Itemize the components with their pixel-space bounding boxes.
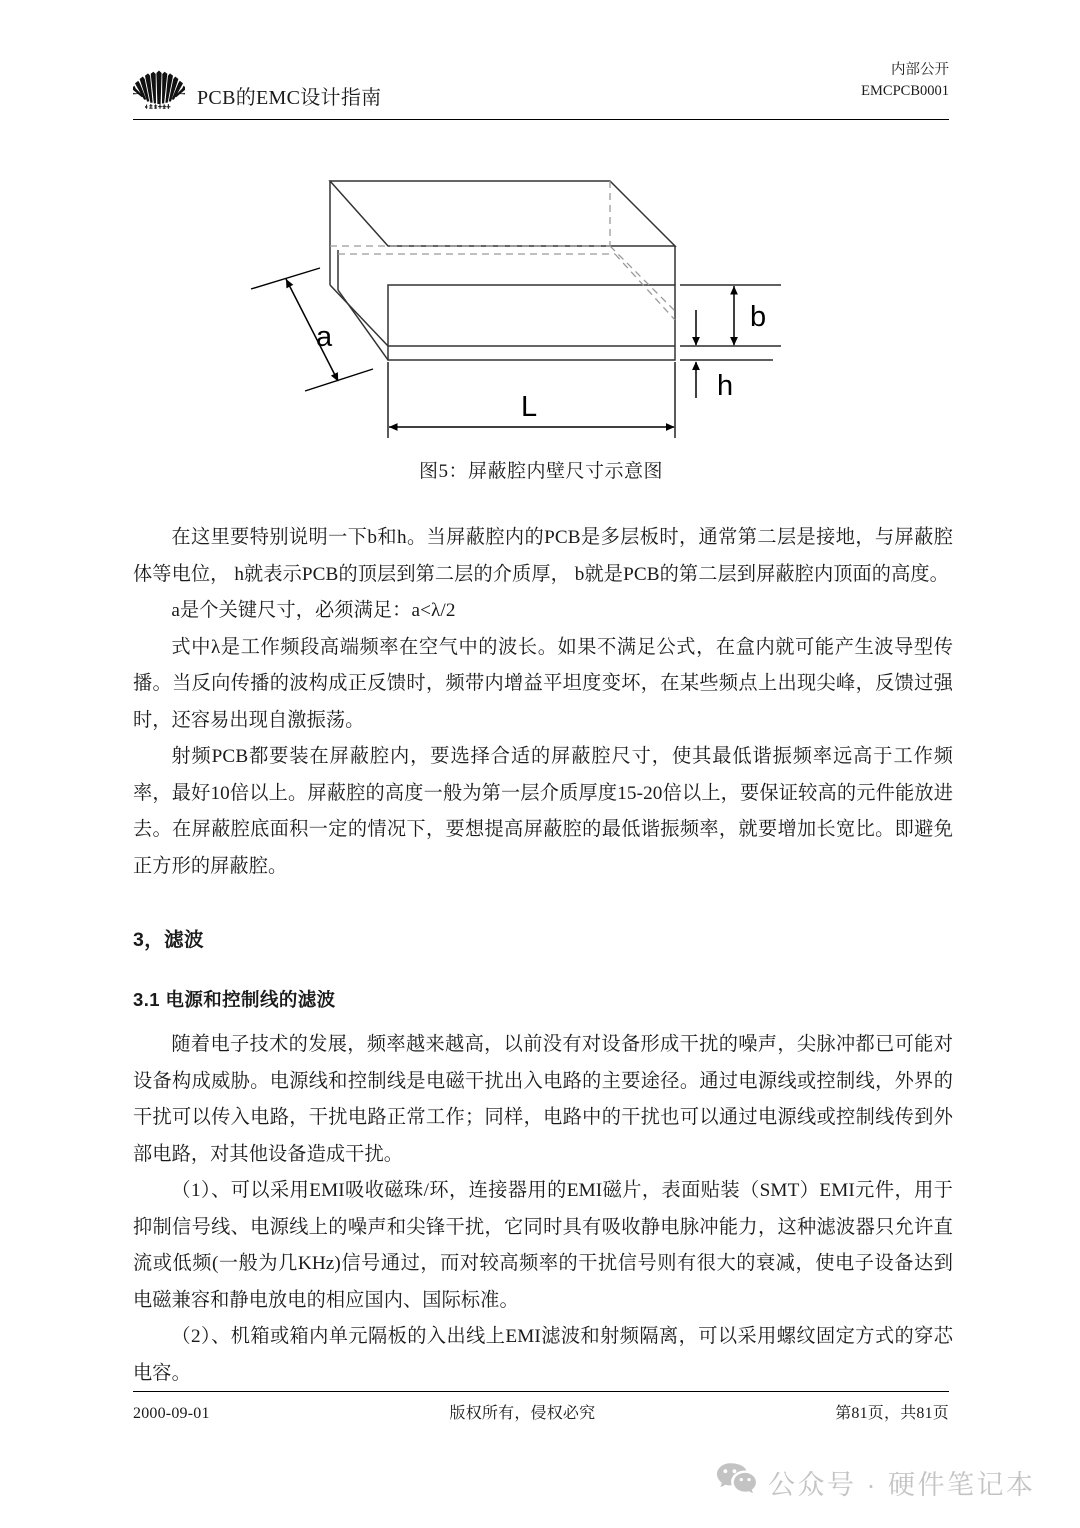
footer-pagination: 第81页，共81页 bbox=[835, 1405, 949, 1422]
dimension-label-h: h bbox=[717, 370, 734, 402]
dimension-label-a: a bbox=[316, 321, 333, 353]
paragraph-wavelength: 式中λ是工作频段高端频率在空气中的波长。如果不满足公式，在盒内就可能产生波导型传播。当反向传播的波构成正反馈时，频带内增益平坦度变坏，在某些频点上出现尖峰，反馈过强时，还容易出现自激振荡。 bbox=[133, 636, 953, 731]
paragraph-item-2: （2）、机箱或箱内单元隔板的入出线上EMI滤波和射频隔离，可以采用螺纹固定方式的穿芯电容。 bbox=[133, 1326, 953, 1384]
dimension-label-b: b bbox=[750, 301, 767, 333]
dimension-label-L: L bbox=[521, 391, 538, 423]
footer-copyright: 版权所有，侵权必究 bbox=[449, 1405, 596, 1422]
header-right-group bbox=[861, 60, 949, 102]
dimension-a bbox=[251, 268, 373, 391]
page-header bbox=[133, 52, 949, 120]
spacer bbox=[133, 885, 953, 923]
header-left-group bbox=[133, 52, 381, 114]
wechat-watermark-text: 公众号 · 硬件笔记本 bbox=[768, 1470, 1036, 1500]
header-divider bbox=[133, 119, 949, 120]
paragraph-rf-pcb: 射频PCB都要装在屏蔽腔内，要选择合适的屏蔽腔尺寸，使其最低谐振频率远高于工作频率，最好10倍以上。屏蔽腔的高度一般为第一层介质厚度15-20倍以上，要保证较高的元件能放进去。在屏蔽腔底面积一定的情况下，要想提高屏蔽腔的最低谐振频率，就要增加长宽比。即避免正方形的屏蔽腔。 bbox=[133, 746, 953, 877]
document-title: PCB的EMC设计指南 bbox=[197, 87, 382, 109]
paragraph-power-control-lines: 随着电子技术的发展，频率越来越高，以前没有对设备形成干扰的噪声，尖脉冲都已可能对设备构成威胁。电源线和控制线是电磁干扰出入电路的主要途径。通过电源线或控制线，外界的干扰可以传入电路，干扰电路正常工作；同样，电路中的干扰也可以通过电源线或控制线传到外部电路，对其他设备造成干扰。 bbox=[133, 1034, 953, 1165]
page-footer bbox=[133, 1400, 949, 1423]
paragraph-b-and-h: 在这里要特别说明一下b和h。当屏蔽腔内的PCB是多层板时，通常第二层是接地，与屏蔽腔体等电位， h就表示PCB的顶层到第二层的介质厚， b就是PCB的第二层到屏蔽腔内顶面的高度。 bbox=[133, 527, 953, 585]
cavity-box-solid-lines bbox=[330, 181, 675, 360]
wechat-icon bbox=[716, 1462, 756, 1503]
paragraph-item-1: （1）、可以采用EMI吸收磁珠/环，连接器用的EMI磁片，表面贴装（SMT）EMI元件，用于抑制信号线、电源线上的噪声和尖锋干扰，它同时具有吸收静电脉冲能力，这种滤波器只允许直流或低频(一般为几KHz)信号通过，而对较高频率的干扰信号则有很大的衰减，使电子设备达到电磁兼容和静电放电的相应国内、国际标准。 bbox=[133, 1180, 953, 1311]
document-body bbox=[133, 520, 953, 1392]
footer-date: 2000-09-01 bbox=[133, 1405, 210, 1422]
spacer bbox=[133, 957, 953, 983]
section-heading-3: 3，滤波 bbox=[133, 929, 204, 951]
footer-divider bbox=[133, 1391, 949, 1392]
spacer bbox=[133, 1017, 953, 1027]
figure-shielding-cavity bbox=[133, 150, 949, 450]
section-heading-3-1: 3.1 电源和控制线的滤波 bbox=[133, 989, 336, 1010]
paragraph-critical-dimension: a是个关键尺寸，必须满足：a<λ/2 bbox=[171, 600, 456, 621]
cavity-box-hidden-lines bbox=[330, 181, 675, 320]
wechat-watermark bbox=[716, 1462, 1036, 1503]
classification-label: 内部公开 bbox=[891, 62, 949, 78]
document-number: EMCPCB0001 bbox=[861, 83, 949, 100]
figure-caption: 图5：屏蔽腔内壁尺寸示意图 bbox=[418, 461, 663, 482]
shell-fan-logo-icon bbox=[133, 60, 185, 112]
